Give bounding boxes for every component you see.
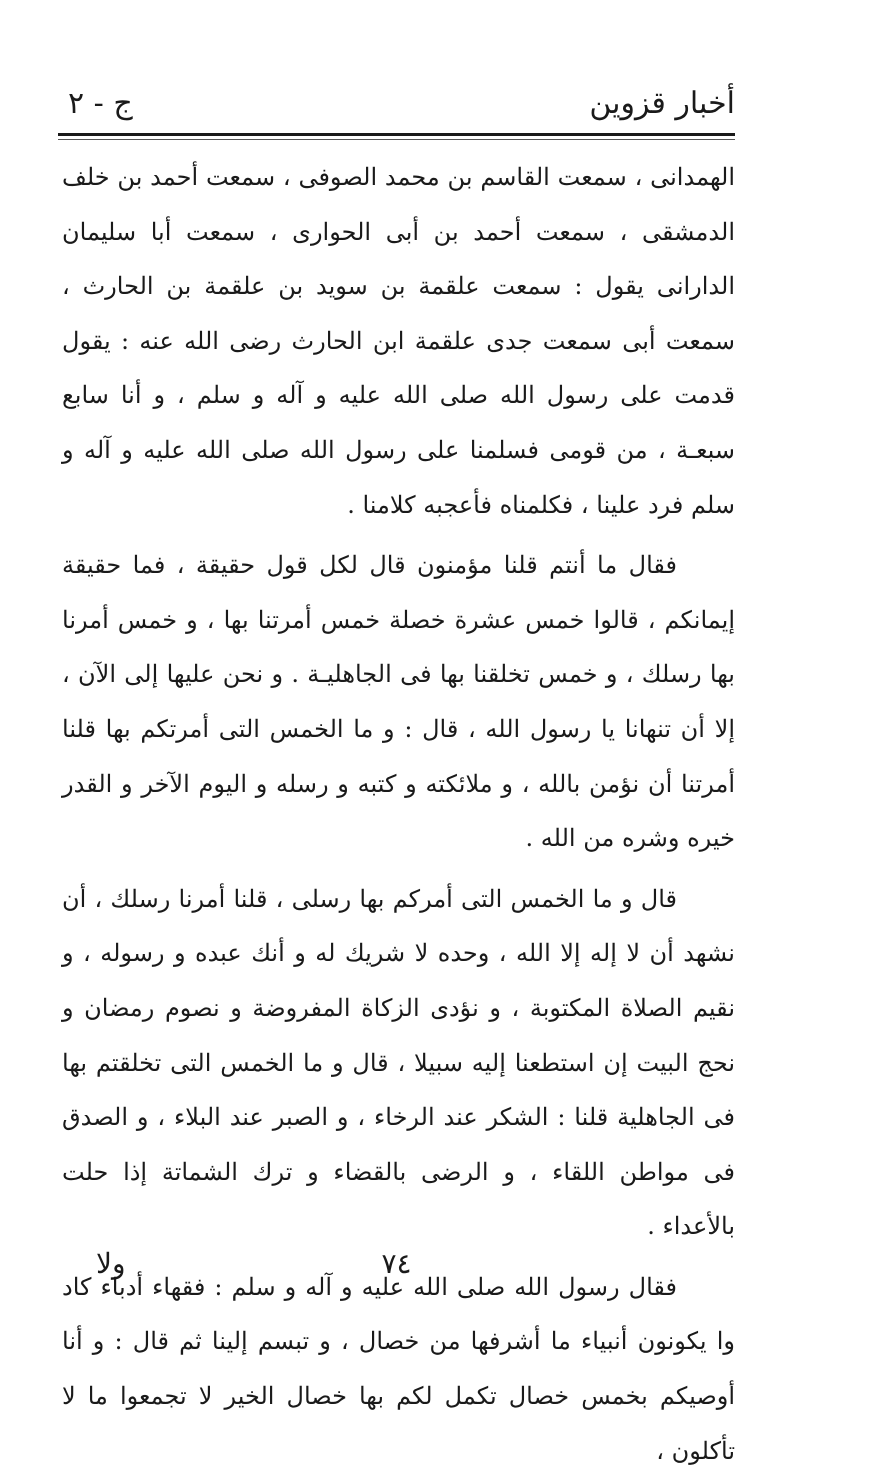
paragraph-3: قال و ما الخمس التى أمركم بها رسلى ، قلنا أمرنا رسلك ، أن نشهد أن لا إله إلا الله ، وحده لا شريك له و أنك عبده و رسوله ، و نقيم الصلاة المكتوبة ، و نؤدى الزكاة المفروضة و نصوم رمضان و نحج البيت إن استطعنا إليه سبيلا ، قال و ما الخمس التى تخلقتم بها فى الجاهلية قلنا : الشكر عند الرخاء ، و الصبر عند البلاء ، و الصدق فى مواطن اللقاء ، و الرضى بالقضاء و ترك الشماتة إذا حلت بالأعداء . (62, 884, 735, 1241)
running-header (58, 84, 735, 130)
header-rule (58, 133, 735, 136)
volume-label: ج - ٢ (68, 86, 133, 121)
page-number: ٧٤ (381, 1247, 412, 1280)
book-title: أخبار قزوين (589, 86, 735, 121)
header-rule-thin (58, 139, 735, 140)
paragraph-4: فقال رسول الله صلى الله عليه و آله و سلم : فقهاء أدباء كاد وا يكونون أنبياء ما أشرفها من خصال ، و تبسم إلينا ثم قال : و أنا أوصيكم بخمس خصال تكمل لكم بها خصال الخير لا تجمعوا ما لا تأكلون ، (62, 1272, 735, 1465)
page-footer (58, 1244, 735, 1288)
paragraph-1: الهمدانى ، سمعت القاسم بن محمد الصوفى ، سمعت أحمد بن خلف الدمشقى ، سمعت أحمد بن أبى الحوارى ، سمعت أبا سليمان الدارانى يقول : سمعت علقمة بن سويد بن علقمة بن الحارث ، سمعت أبى سمعت جدى علقمة ابن الحارث رضى الله عنه : يقول قدمت على رسول الله صلى الله عليه و آله و سلم ، و أنا سابع سبعـة ، من قومى فسلمنا على رسول الله صلى الله عليه و آله و سلم فرد علينا ، فكلمناه فأعجبه كلامنا . (62, 163, 736, 519)
paragraph-2: فقال ما أنتم قلنا مؤمنون قال لكل قول حقيقة ، فما حقيقة إيمانكم ، قالوا خمس عشرة خصلة خمس أمرتنا بها ، و خمس أمرنا بها رسلك ، و خمس تخلقنا بها فى الجاهليـة . و نحن عليها إلى الآن ، إلا أن تنهانا يا رسول الله ، قال : و ما الخمس التى أمرتكم بها قلنا أمرتنا أن نؤمن بالله ، و ملائكته و كتبه و رسله و اليوم الآخر و القدر خيره وشره من الله . (62, 551, 735, 853)
catchword: ولا (96, 1247, 126, 1280)
